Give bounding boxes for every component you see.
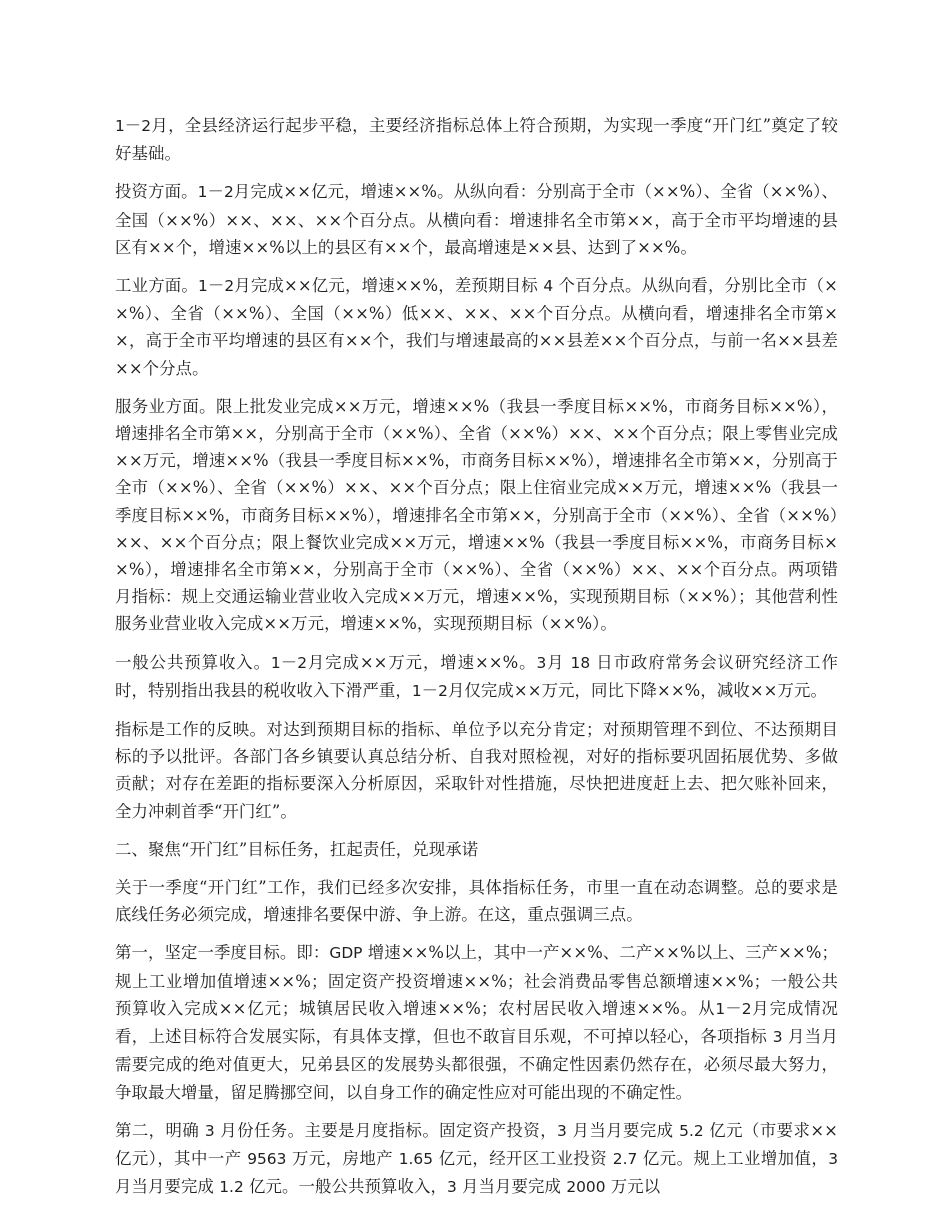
inline-number: 1 xyxy=(198,277,208,296)
inline-number: 3 xyxy=(557,1121,567,1140)
inline-number: 1 xyxy=(270,653,281,672)
paragraph-indicators-reflection: 指标是工作的反映。对达到预期目标的指标、单位予以充分肯定；对预期管理不到位、不达预期目标的予以批评。各部门各乡镇要认真总结分析、自我对照检视，对好的指标要巩固拓展优势、多做贡献；对存在差距的指标要深入分析原因，采取针对性措施，尽快把进度赶上去、把欠账补回来，全力冲刺首季“开门红”。 xyxy=(115,720,838,821)
inline-number: 2 xyxy=(223,183,234,202)
paragraph-investment: 投资方面。1－2月完成××亿元，增速××%。从纵向看：分别高于全市（××%）、全省（××%）、全国（××%）××、××、××个百分点。从横向看：增速排名全市第××，高于全市平均增速的县区有××个，增速××%以上的县区有××个，最高增速是××县、达到了××%。 xyxy=(115,182,839,257)
paragraph-industry: 工业方面。1－2月完成××亿元，增速××%，差预期目标 4 个百分点。从纵向看，分别比全市（××%）、全省（××%）、全国（××%）低××、××、××个百分点。从横向看，增速排名全市第××，高于全市平均增速的县区有××个，我们与增速最高的××县差××个百分点，与前一名××县差××个分点。 xyxy=(115,276,839,378)
inline-number: 3 xyxy=(828,1149,838,1168)
inline-number: 5.2 xyxy=(679,1121,704,1140)
paragraph-intro: 1－2月，全县经济运行起步平稳，主要经济指标总体上符合预期，为实现一季度“开门红”奠定了较好基础。 xyxy=(115,116,838,164)
inline-number: 3 xyxy=(446,1178,457,1197)
inline-number: 3 xyxy=(772,1028,783,1047)
inline-number: 1 xyxy=(115,117,125,135)
inline-number: 1 xyxy=(197,183,208,202)
inline-number: 1 xyxy=(411,681,422,700)
inline-number: GDP xyxy=(329,944,363,963)
section-two-heading: 二、聚焦“开门红”目标任务，扛起责任，兑现承诺 xyxy=(115,839,479,859)
inline-number: 2 xyxy=(141,117,152,135)
inline-number: 2.7 xyxy=(612,1149,638,1168)
paragraph-budget-revenue: 一般公共预算收入。1－2月完成××万元，增速××%。3月 18 日市政府常务会议研究经济工作时，特别指出我县的税收收入下滑严重，1－2月仅完成××万元，同比下降××%，减收××万元。 xyxy=(115,652,838,700)
paragraph-point-one: 第一，坚定一季度目标。即：GDP 增速××%以上，其中一产××%、二产××%以上、三产××%；规上工业增加值增速××%；固定资产投资增速××%；社会消费品零售总额增速××%；一般公共预算收入完成××亿元；城镇居民收入增速××%；农村居民收入增速××%。从1－2月完成情况看，上述目标符合发展实际，有具体支撑，但也不敢盲目乐观，不可掉以轻心，各项指标 3 月当月需要完成的绝对值更大，兄弟县区的发展势头都很强，不确定性因素仍然存在，必须尽最大努力，争取最大增量，留足腾挪空间，以自身工作的确定性应对可能出现的不确定性。 xyxy=(115,943,839,1102)
paragraph-services: 服务业方面。限上批发业完成××万元，增速××%（我县一季度目标××%，市商务目标××%），增速排名全市第××，分别高于全市（××%）、全省（××%）××、××个百分点；限上零售业完成××万元，增速××%（我县一季度目标××%，市商务目标××%），增速排名全市第××，分别高于全市（××%）、全省（××%）××、××个百分点；限上住宿业完成××万元，增速××%（我县一季度目标××%，市商务目标××%），增速排名全市第××，分别高于全市（××%）、全省（××%）××、××个百分点；限上餐饮业完成××万元，增速××%（我县一季度目标××%，市商务目标××%），增速排名全市第××，分别高于全市（××%）、全省（××%）××、××个百分点。两项错月指标：规上交通运输业营业收入完成××万元，增速××%，实现预期目标（××%）；其他营利性服务业营业收入完成××万元，增速××%，实现预期目标（××%）。 xyxy=(115,396,838,634)
inline-number: 4 xyxy=(543,277,554,296)
inline-number: 2 xyxy=(438,681,448,700)
paragraph-point-two: 第二，明确 3 月份任务。主要是月度指标。固定资产投资，3 月当月要完成 5.2 亿元（市要求××亿元），其中一产 9563 万元，房地产 1.65 亿元，经开区工业投资 2.7 亿元。规上工业增加值，3 月当月要完成 1.2 亿元。一般公共预算收入，3 月当月要完成 2000 万元以 xyxy=(115,1120,838,1197)
inline-number: 3 xyxy=(204,1121,215,1140)
document-body xyxy=(115,112,838,1201)
inline-number: 1.2 xyxy=(219,1178,244,1197)
inline-number: 3 xyxy=(536,653,547,672)
paragraph-section-two-intro: 关于一季度“开门红”工作，我们已经多次安排，具体指标任务，市里一直在动态调整。总的要求是底线任务必须完成，增速排名要保中游、争上游。在这，重点强调三点。 xyxy=(115,878,838,925)
inline-number: 18 xyxy=(570,653,591,672)
inline-number: 2 xyxy=(741,999,752,1018)
inline-number: 1 xyxy=(715,999,726,1018)
inline-number: 2 xyxy=(297,653,308,672)
inline-number: 9563 xyxy=(247,1149,287,1168)
inline-number: 1.65 xyxy=(398,1149,434,1168)
inline-number: 2 xyxy=(224,277,235,296)
inline-number: 2000 xyxy=(566,1178,606,1197)
